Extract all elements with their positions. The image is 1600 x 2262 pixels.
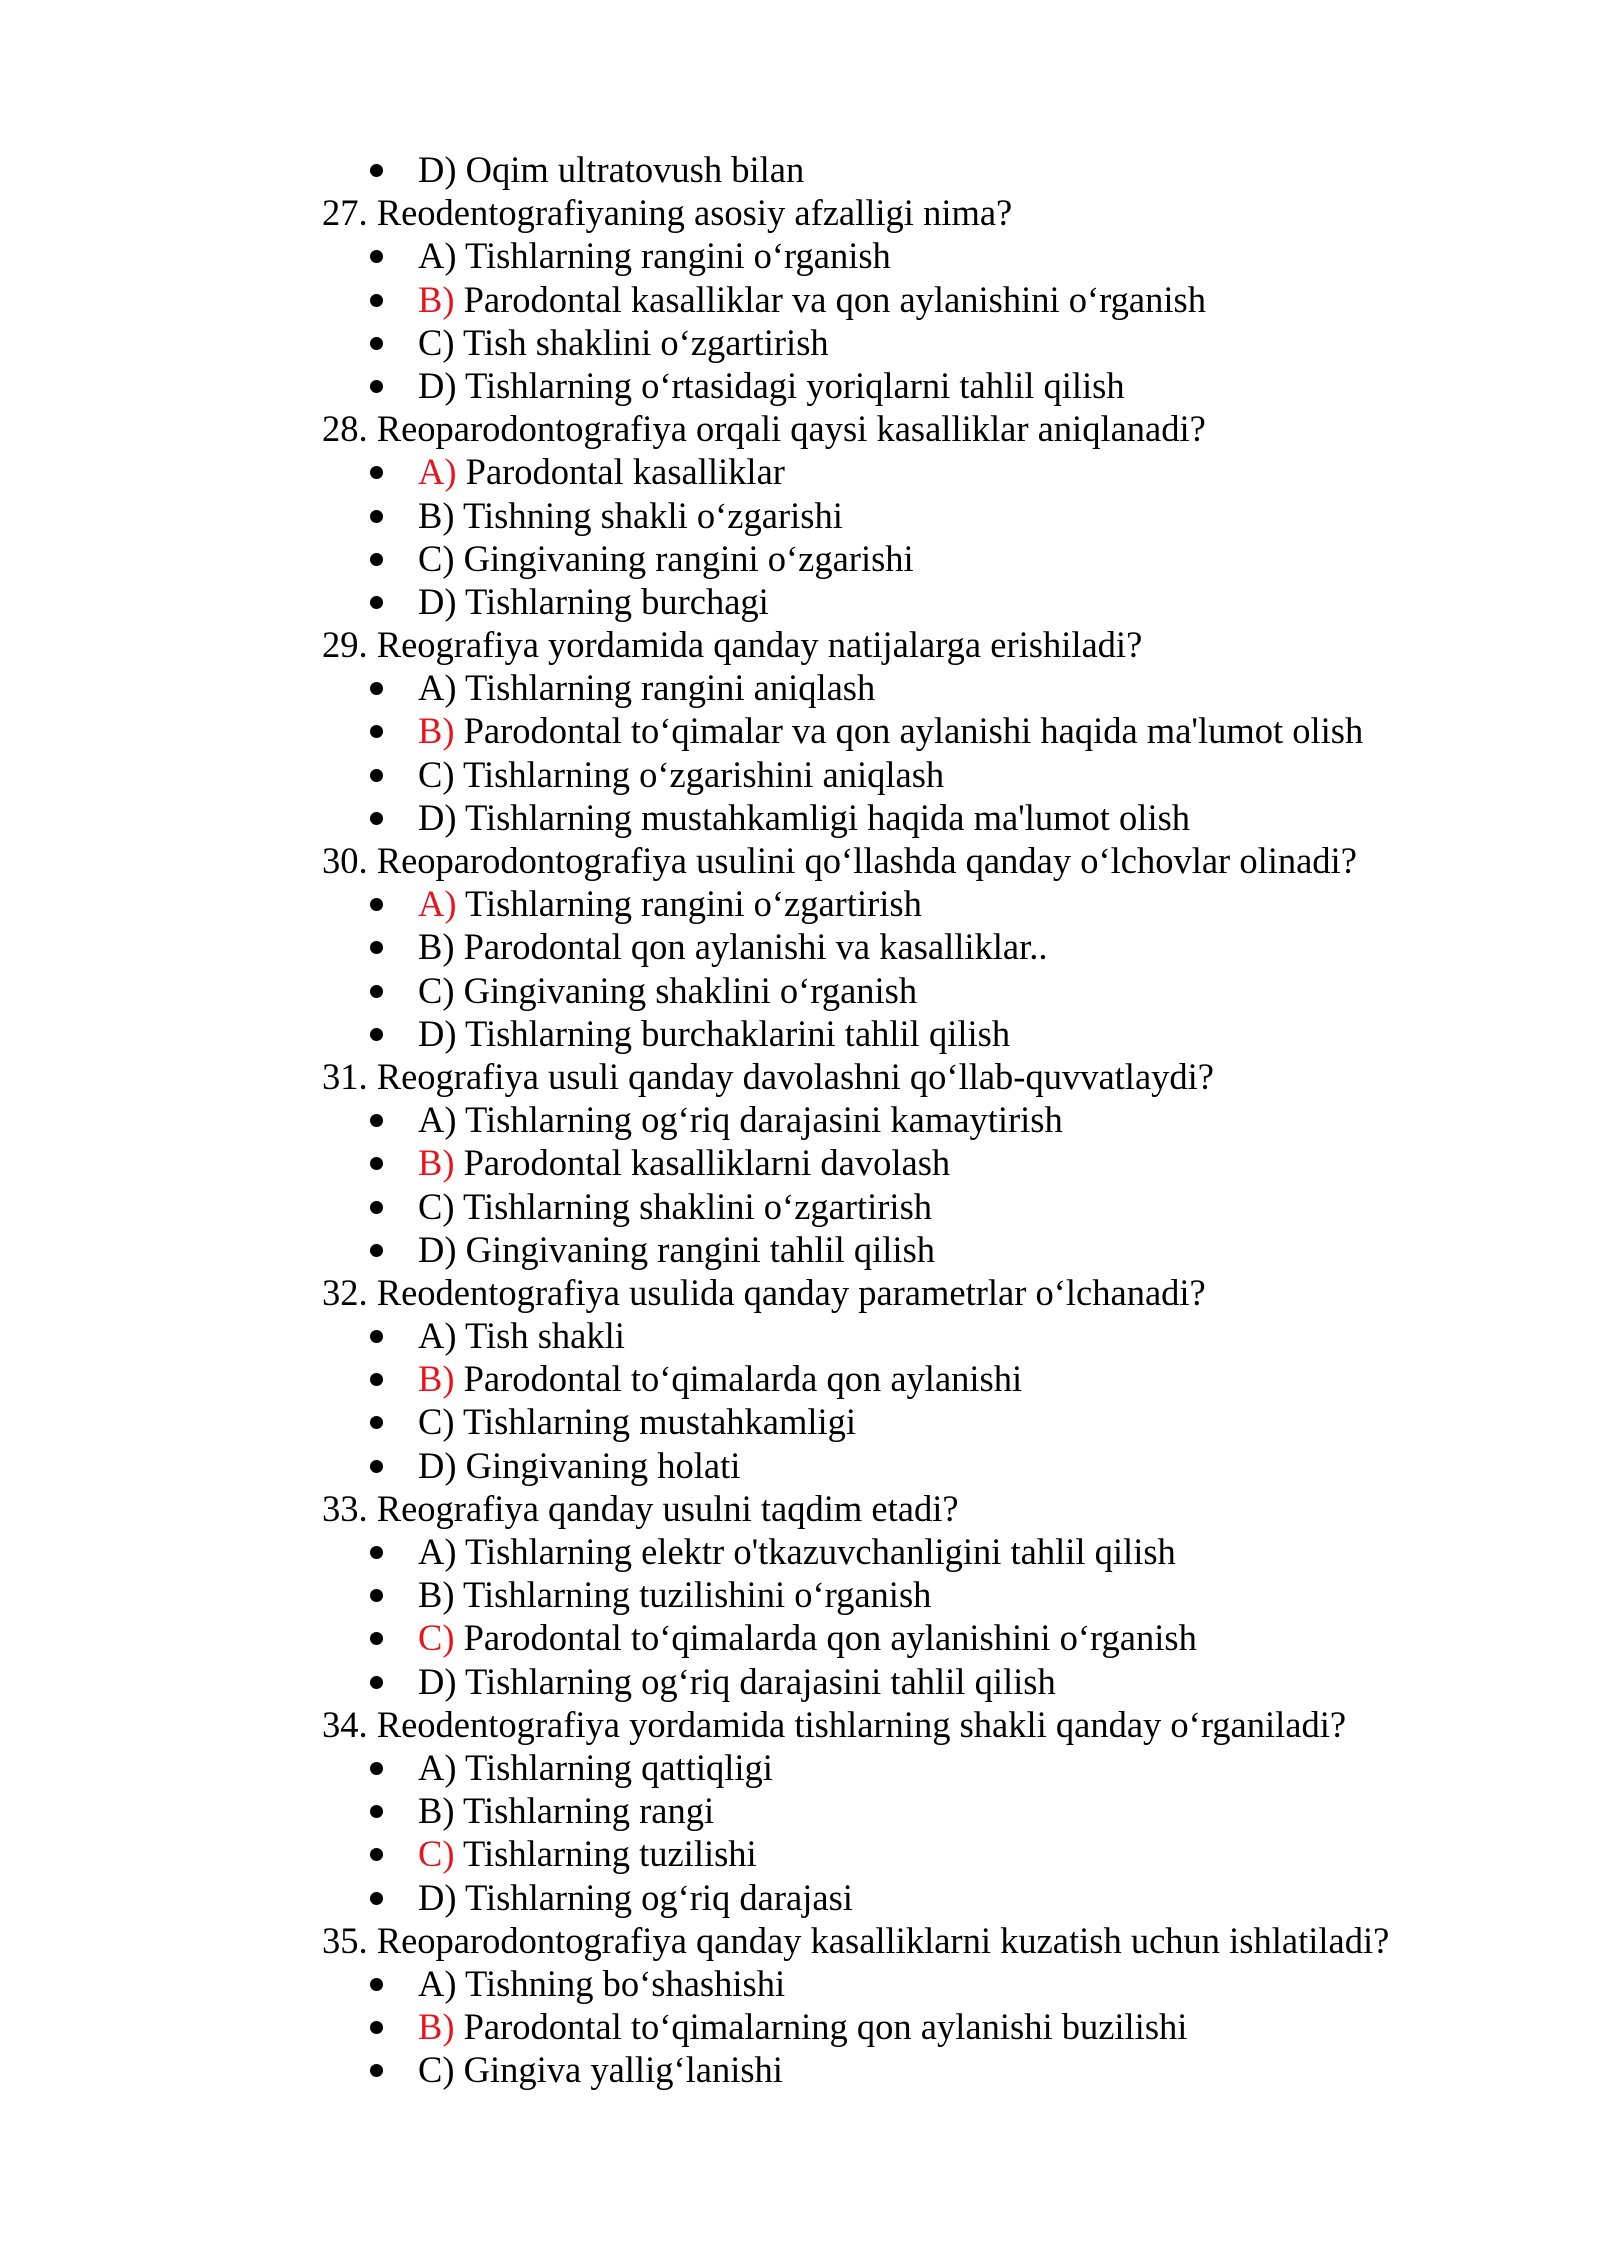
bullet-icon xyxy=(370,898,383,911)
answer-option xyxy=(322,1444,1542,1487)
option-text: Oqim ultratovush bilan xyxy=(456,149,805,190)
bullet-icon xyxy=(370,2064,383,2077)
option-letter: D) xyxy=(418,1012,457,1054)
answer-option xyxy=(322,1012,1542,1055)
bullet-icon xyxy=(370,1848,383,1861)
question-text: 29. Reografiya yordamida qanday natijalarga erishiladi? xyxy=(322,624,1143,666)
option-letter: C) xyxy=(418,537,455,579)
answer-option-correct xyxy=(322,450,1542,493)
option-letter: B) xyxy=(418,2006,455,2048)
bullet-icon xyxy=(370,1157,383,1170)
option-text: Tishlarning rangini o‘rganish xyxy=(456,235,891,277)
bullet-icon xyxy=(370,985,383,998)
option-text: Tish shaklini o‘zgartirish xyxy=(454,321,829,363)
answer-option-correct xyxy=(322,1141,1542,1184)
option-letter: C) xyxy=(418,1617,455,1659)
answer-option xyxy=(322,753,1542,796)
bullet-icon xyxy=(370,1416,383,1429)
option-letter: D) xyxy=(418,364,457,406)
bullet-icon xyxy=(370,294,383,307)
option-text: Tishlarning rangi xyxy=(454,1790,715,1832)
option-letter: B) xyxy=(418,494,455,536)
option-text: Tishning bo‘shashishi xyxy=(456,1962,786,2004)
bullet-icon xyxy=(370,1114,383,1127)
answer-option xyxy=(322,1228,1542,1271)
answer-option xyxy=(322,1573,1542,1616)
option-letter: B) xyxy=(418,1358,455,1400)
bullet-icon xyxy=(370,1028,383,1041)
answer-option-correct xyxy=(322,1832,1542,1875)
bullet-icon xyxy=(370,337,383,350)
bullet-icon xyxy=(370,1244,383,1257)
option-letter: C) xyxy=(418,321,455,363)
bullet-icon xyxy=(370,1762,383,1775)
option-letter: D) xyxy=(418,796,457,838)
option-text: Tishlarning rangini o‘zgartirish xyxy=(456,883,922,925)
bullet-icon xyxy=(370,682,383,695)
option-letter: B) xyxy=(418,278,455,320)
answer-option xyxy=(322,1530,1542,1573)
bullet-icon xyxy=(370,769,383,782)
option-letter: A) xyxy=(418,1315,457,1357)
answer-option xyxy=(322,969,1542,1012)
bullet-icon xyxy=(370,380,383,393)
option-text: Parodontal kasalliklar va qon aylanishini o‘rganish xyxy=(454,278,1206,320)
option-letter: D) xyxy=(418,580,457,622)
bullet-icon xyxy=(370,164,383,177)
option-text: Tishlarning elektr o'tkazuvchanligini tahlil qilish xyxy=(456,1531,1176,1572)
question-text: 34. Reodentografiya yordamida tishlarning shakli qanday o‘rganiladi? xyxy=(322,1703,1347,1745)
bullet-icon xyxy=(370,596,383,609)
option-text: Tish shakli xyxy=(456,1315,625,1357)
bullet-icon xyxy=(370,941,383,954)
answer-option xyxy=(322,537,1542,580)
question-text: 30. Reoparodontografiya usulini qo‘llashda qanday o‘lchovlar olinadi? xyxy=(322,840,1357,881)
answer-option xyxy=(322,1746,1542,1789)
answer-option xyxy=(322,148,1542,191)
bullet-icon xyxy=(370,1201,383,1214)
option-text: Tishlarning shaklini o‘zgartirish xyxy=(454,1185,933,1227)
answer-option xyxy=(322,925,1542,968)
answer-option xyxy=(322,234,1542,277)
option-letter: D) xyxy=(418,149,457,190)
option-text: Gingivaning rangini tahlil qilish xyxy=(456,1228,936,1270)
answer-option xyxy=(322,1185,1542,1228)
option-text: Parodontal kasalliklarni davolash xyxy=(454,1142,951,1184)
bullet-icon xyxy=(370,250,383,263)
bullet-icon xyxy=(370,1978,383,1991)
option-text: Tishlarning burchagi xyxy=(456,580,769,622)
answer-option xyxy=(322,1400,1542,1443)
option-text: Tishlarning og‘riq darajasini kamaytirish xyxy=(456,1099,1063,1141)
bullet-icon xyxy=(370,1330,383,1343)
bullet-icon xyxy=(370,553,383,566)
bullet-icon xyxy=(370,1632,383,1645)
answer-option-correct xyxy=(322,278,1542,321)
bullet-icon xyxy=(370,510,383,523)
bullet-icon xyxy=(370,1373,383,1386)
answer-option-correct xyxy=(322,882,1542,925)
bullet-icon xyxy=(370,1460,383,1473)
option-text: Tishlarning mustahkamligi xyxy=(454,1401,857,1443)
answer-option xyxy=(322,796,1542,839)
option-text: Tishning shakli o‘zgarishi xyxy=(454,494,843,536)
bullet-icon xyxy=(370,2021,383,2034)
answer-option xyxy=(322,321,1542,364)
option-text: Tishlarning og‘riq darajasini tahlil qilish xyxy=(456,1660,1056,1702)
option-letter: A) xyxy=(418,667,457,709)
answer-option xyxy=(322,494,1542,537)
option-text: Parodontal to‘qimalarning qon aylanishi buzilishi xyxy=(454,2006,1188,2048)
answer-option xyxy=(322,364,1542,407)
answer-option xyxy=(322,666,1542,709)
option-letter: B) xyxy=(418,926,455,968)
bullet-icon xyxy=(370,1892,383,1905)
option-letter: A) xyxy=(418,235,457,277)
option-letter: C) xyxy=(418,753,455,795)
option-letter: D) xyxy=(418,1876,457,1918)
option-text: Gingivaning holati xyxy=(456,1444,741,1486)
answer-option xyxy=(322,1789,1542,1832)
option-letter: A) xyxy=(418,1531,457,1572)
option-letter: B) xyxy=(418,1574,455,1616)
option-text: Tishlarning o‘rtasidagi yoriqlarni tahlil qilish xyxy=(456,364,1125,406)
option-letter: B) xyxy=(418,1790,455,1832)
option-text: Tishlarning o‘zgarishini aniqlash xyxy=(454,753,945,795)
option-text: Tishlarning tuzilishi xyxy=(454,1833,757,1875)
bullet-icon xyxy=(370,1546,383,1559)
option-letter: A) xyxy=(418,1746,457,1788)
answer-option xyxy=(322,1660,1542,1703)
option-text: Gingivaning rangini o‘zgarishi xyxy=(454,537,914,579)
question-text: 27. Reodentografiyaning asosiy afzalligi nima? xyxy=(322,192,1013,234)
answer-option-correct xyxy=(322,1357,1542,1400)
bullet-icon xyxy=(370,466,383,479)
question-text: 33. Reografiya qanday usulni taqdim etadi? xyxy=(322,1487,959,1529)
option-letter: C) xyxy=(418,1185,455,1227)
option-text: Parodontal to‘qimalarda qon aylanishini o‘rganish xyxy=(454,1617,1197,1659)
option-text: Tishlarning rangini aniqlash xyxy=(456,667,876,709)
option-letter: A) xyxy=(418,1962,457,2004)
answer-option xyxy=(322,1098,1542,1141)
option-letter: A) xyxy=(418,883,457,925)
option-letter: B) xyxy=(418,1142,455,1184)
answer-option xyxy=(322,1314,1542,1357)
answer-option-correct xyxy=(322,709,1542,752)
option-letter: D) xyxy=(418,1660,457,1702)
bullet-icon xyxy=(370,1805,383,1818)
option-letter: C) xyxy=(418,1833,455,1875)
option-text: Tishlarning burchaklarini tahlil qilish xyxy=(456,1012,1011,1054)
option-text: Gingiva yallig‘lanishi xyxy=(454,2049,783,2091)
answer-option xyxy=(322,1962,1542,2005)
bullet-icon xyxy=(370,1589,383,1602)
quiz-content xyxy=(322,148,1542,2091)
option-text: Parodontal kasalliklar xyxy=(456,451,785,493)
answer-option xyxy=(322,2048,1542,2091)
option-letter: D) xyxy=(418,1444,457,1486)
option-text: Tishlarning og‘riq darajasi xyxy=(456,1876,853,1918)
answer-option-correct xyxy=(322,1616,1542,1659)
option-text: Tishlarning mustahkamligi haqida ma'lumot olish xyxy=(456,796,1191,838)
option-text: Parodontal qon aylanishi va kasalliklar.. xyxy=(454,926,1048,968)
option-text: Tishlarning tuzilishini o‘rganish xyxy=(454,1574,932,1616)
option-text: Gingivaning shaklini o‘rganish xyxy=(454,969,918,1011)
option-letter: C) xyxy=(418,969,455,1011)
option-text: Parodontal to‘qimalar va qon aylanishi haqida ma'lumot olish xyxy=(454,710,1364,752)
option-text: Tishlarning qattiqligi xyxy=(456,1746,773,1788)
bullet-icon xyxy=(370,1676,383,1689)
option-letter: B) xyxy=(418,710,455,752)
answer-option xyxy=(322,1876,1542,1919)
option-letter: C) xyxy=(418,1401,455,1443)
bullet-icon xyxy=(370,812,383,825)
option-letter: A) xyxy=(418,451,457,493)
bullet-icon xyxy=(370,725,383,738)
question-text: 31. Reografiya usuli qanday davolashni qo‘llab-quvvatlaydi? xyxy=(322,1055,1214,1097)
option-letter: C) xyxy=(418,2049,455,2091)
option-text: Parodontal to‘qimalarda qon aylanishi xyxy=(454,1358,1023,1400)
option-letter: A) xyxy=(418,1099,457,1141)
option-letter: D) xyxy=(418,1228,457,1270)
answer-option xyxy=(322,580,1542,623)
question-text: 35. Reoparodontografiya qanday kasalliklarni kuzatish uchun ishlatiladi? xyxy=(322,1919,1390,1961)
question-text: 32. Reodentografiya usulida qanday parametrlar o‘lchanadi? xyxy=(322,1271,1206,1313)
question-text: 28. Reoparodontografiya orqali qaysi kasalliklar aniqlanadi? xyxy=(322,408,1206,450)
answer-option-correct xyxy=(322,2005,1542,2048)
